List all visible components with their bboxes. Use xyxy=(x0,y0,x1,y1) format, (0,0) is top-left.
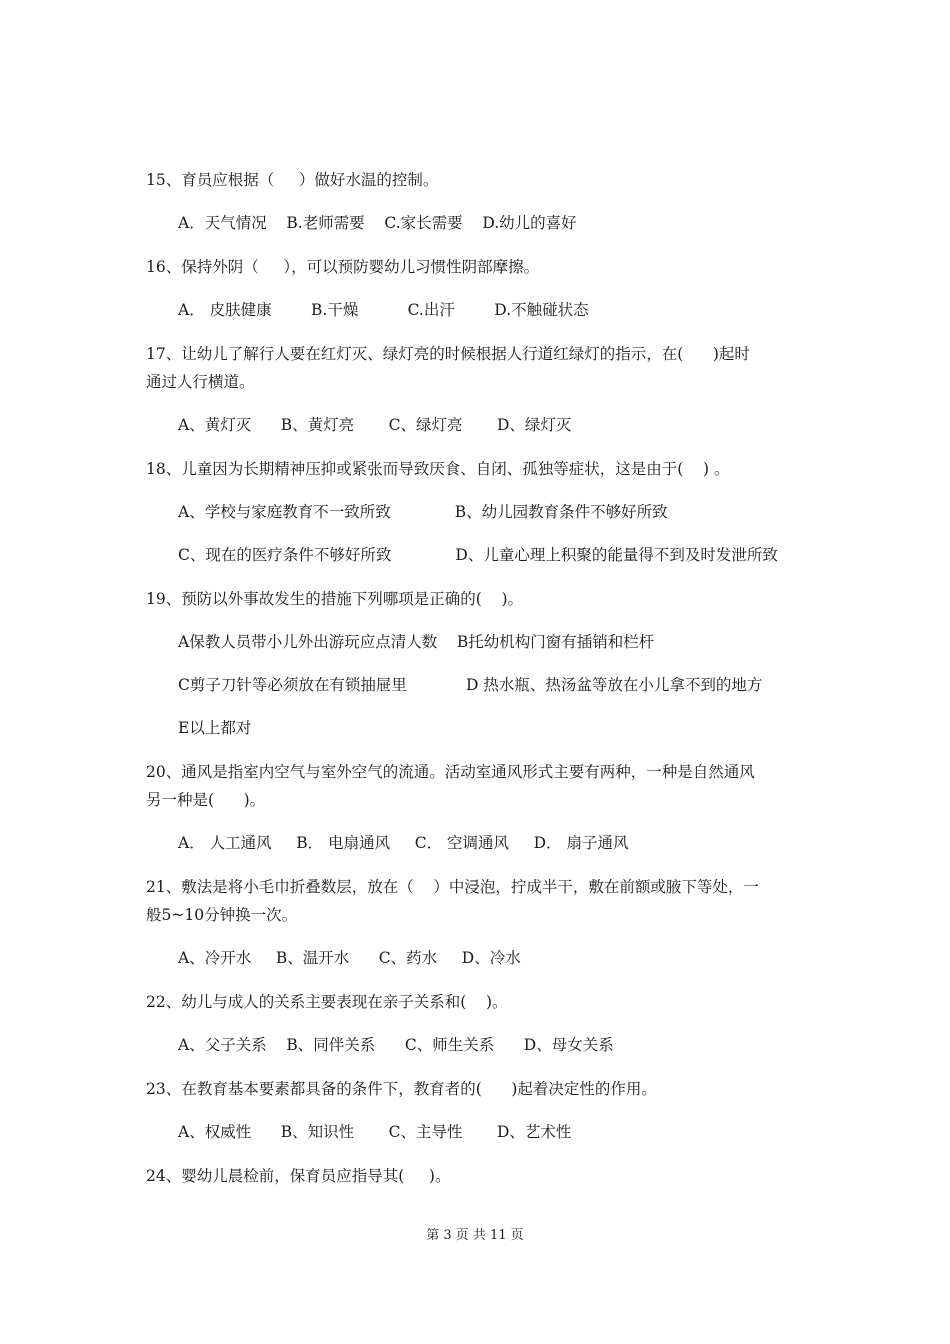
question-23-stem: 23、在教育基本要素都具备的条件下，教育者的( )起着决定性的作用。 xyxy=(146,1080,657,1098)
question-21-stem-line2: 般5~10分钟换一次。 xyxy=(146,906,298,924)
question-15-options: A．天气情况 B.老师需要 C.家长需要 D.幼儿的喜好 xyxy=(178,214,577,232)
question-24-stem: 24、婴幼儿晨检前，保育员应指导其( )。 xyxy=(146,1167,451,1185)
question-18-options-row1: A、学校与家庭教育不一致所致 B、幼儿园教育条件不够好所致 xyxy=(178,503,668,521)
question-19-options-row2: C剪子刀针等必须放在有锁抽屉里 D 热水瓶、热汤盆等放在小儿拿不到的地方 xyxy=(178,676,763,694)
page-number-footer: 第 3 页 共 11 页 xyxy=(426,1228,524,1243)
question-21-options: A、冷开水 B、温开水 C、药水 D、冷水 xyxy=(178,949,521,967)
question-18-stem: 18、儿童因为长期精神压抑或紧张而导致厌食、自闭、孤独等症状，这是由于( ) 。 xyxy=(146,460,730,478)
question-20-stem-line2: 另一种是( )。 xyxy=(146,791,266,809)
question-23-options: A、权威性 B、知识性 C、主导性 D、艺术性 xyxy=(178,1123,572,1141)
question-18-options-row2: C、现在的医疗条件不够好所致 D、儿童心理上积聚的能量得不到及时发泄所致 xyxy=(178,546,778,564)
question-16-options: A． 皮肤健康 B.干燥 C.出汗 D.不触碰状态 xyxy=(178,301,589,319)
question-16-stem: 16、保持外阴（ ），可以预防婴幼儿习惯性阴部摩擦。 xyxy=(146,258,540,276)
question-19-options-row3: E以上都对 xyxy=(178,719,252,737)
question-17-stem-line2: 通过人行横道。 xyxy=(146,373,255,391)
question-21-stem-line1: 21、敷法是将小毛巾折叠数层，放在（ ）中浸泡，拧成半干，敷在前额或腋下等处，一 xyxy=(146,878,759,896)
question-19-stem: 19、预防以外事故发生的措施下列哪项是正确的( )。 xyxy=(146,590,524,608)
question-20-stem-line1: 20、通风是指室内空气与室外空气的流通。活动室通风形式主要有两种，一种是自然通风 xyxy=(146,763,755,781)
question-22-options: A、父子关系 B、同伴关系 C、师生关系 D、母女关系 xyxy=(178,1036,614,1054)
question-22-stem: 22、幼儿与成人的关系主要表现在亲子关系和( )。 xyxy=(146,993,508,1011)
question-17-options: A、黄灯灭 B、黄灯亮 C、绿灯亮 D、绿灯灭 xyxy=(178,416,572,434)
question-15-stem: 15、育员应根据（ ）做好水温的控制。 xyxy=(146,171,439,189)
question-17-stem-line1: 17、让幼儿了解行人要在红灯灭、绿灯亮的时候根据人行道红绿灯的指示，在( )起时 xyxy=(146,345,750,363)
question-19-options-row1: A保教人员带小儿外出游玩应点清人数 B托幼机构门窗有插销和栏杆 xyxy=(178,633,655,651)
question-20-options: A． 人工通风 B． 电扇通风 C． 空调通风 D． 扇子通风 xyxy=(178,834,629,852)
